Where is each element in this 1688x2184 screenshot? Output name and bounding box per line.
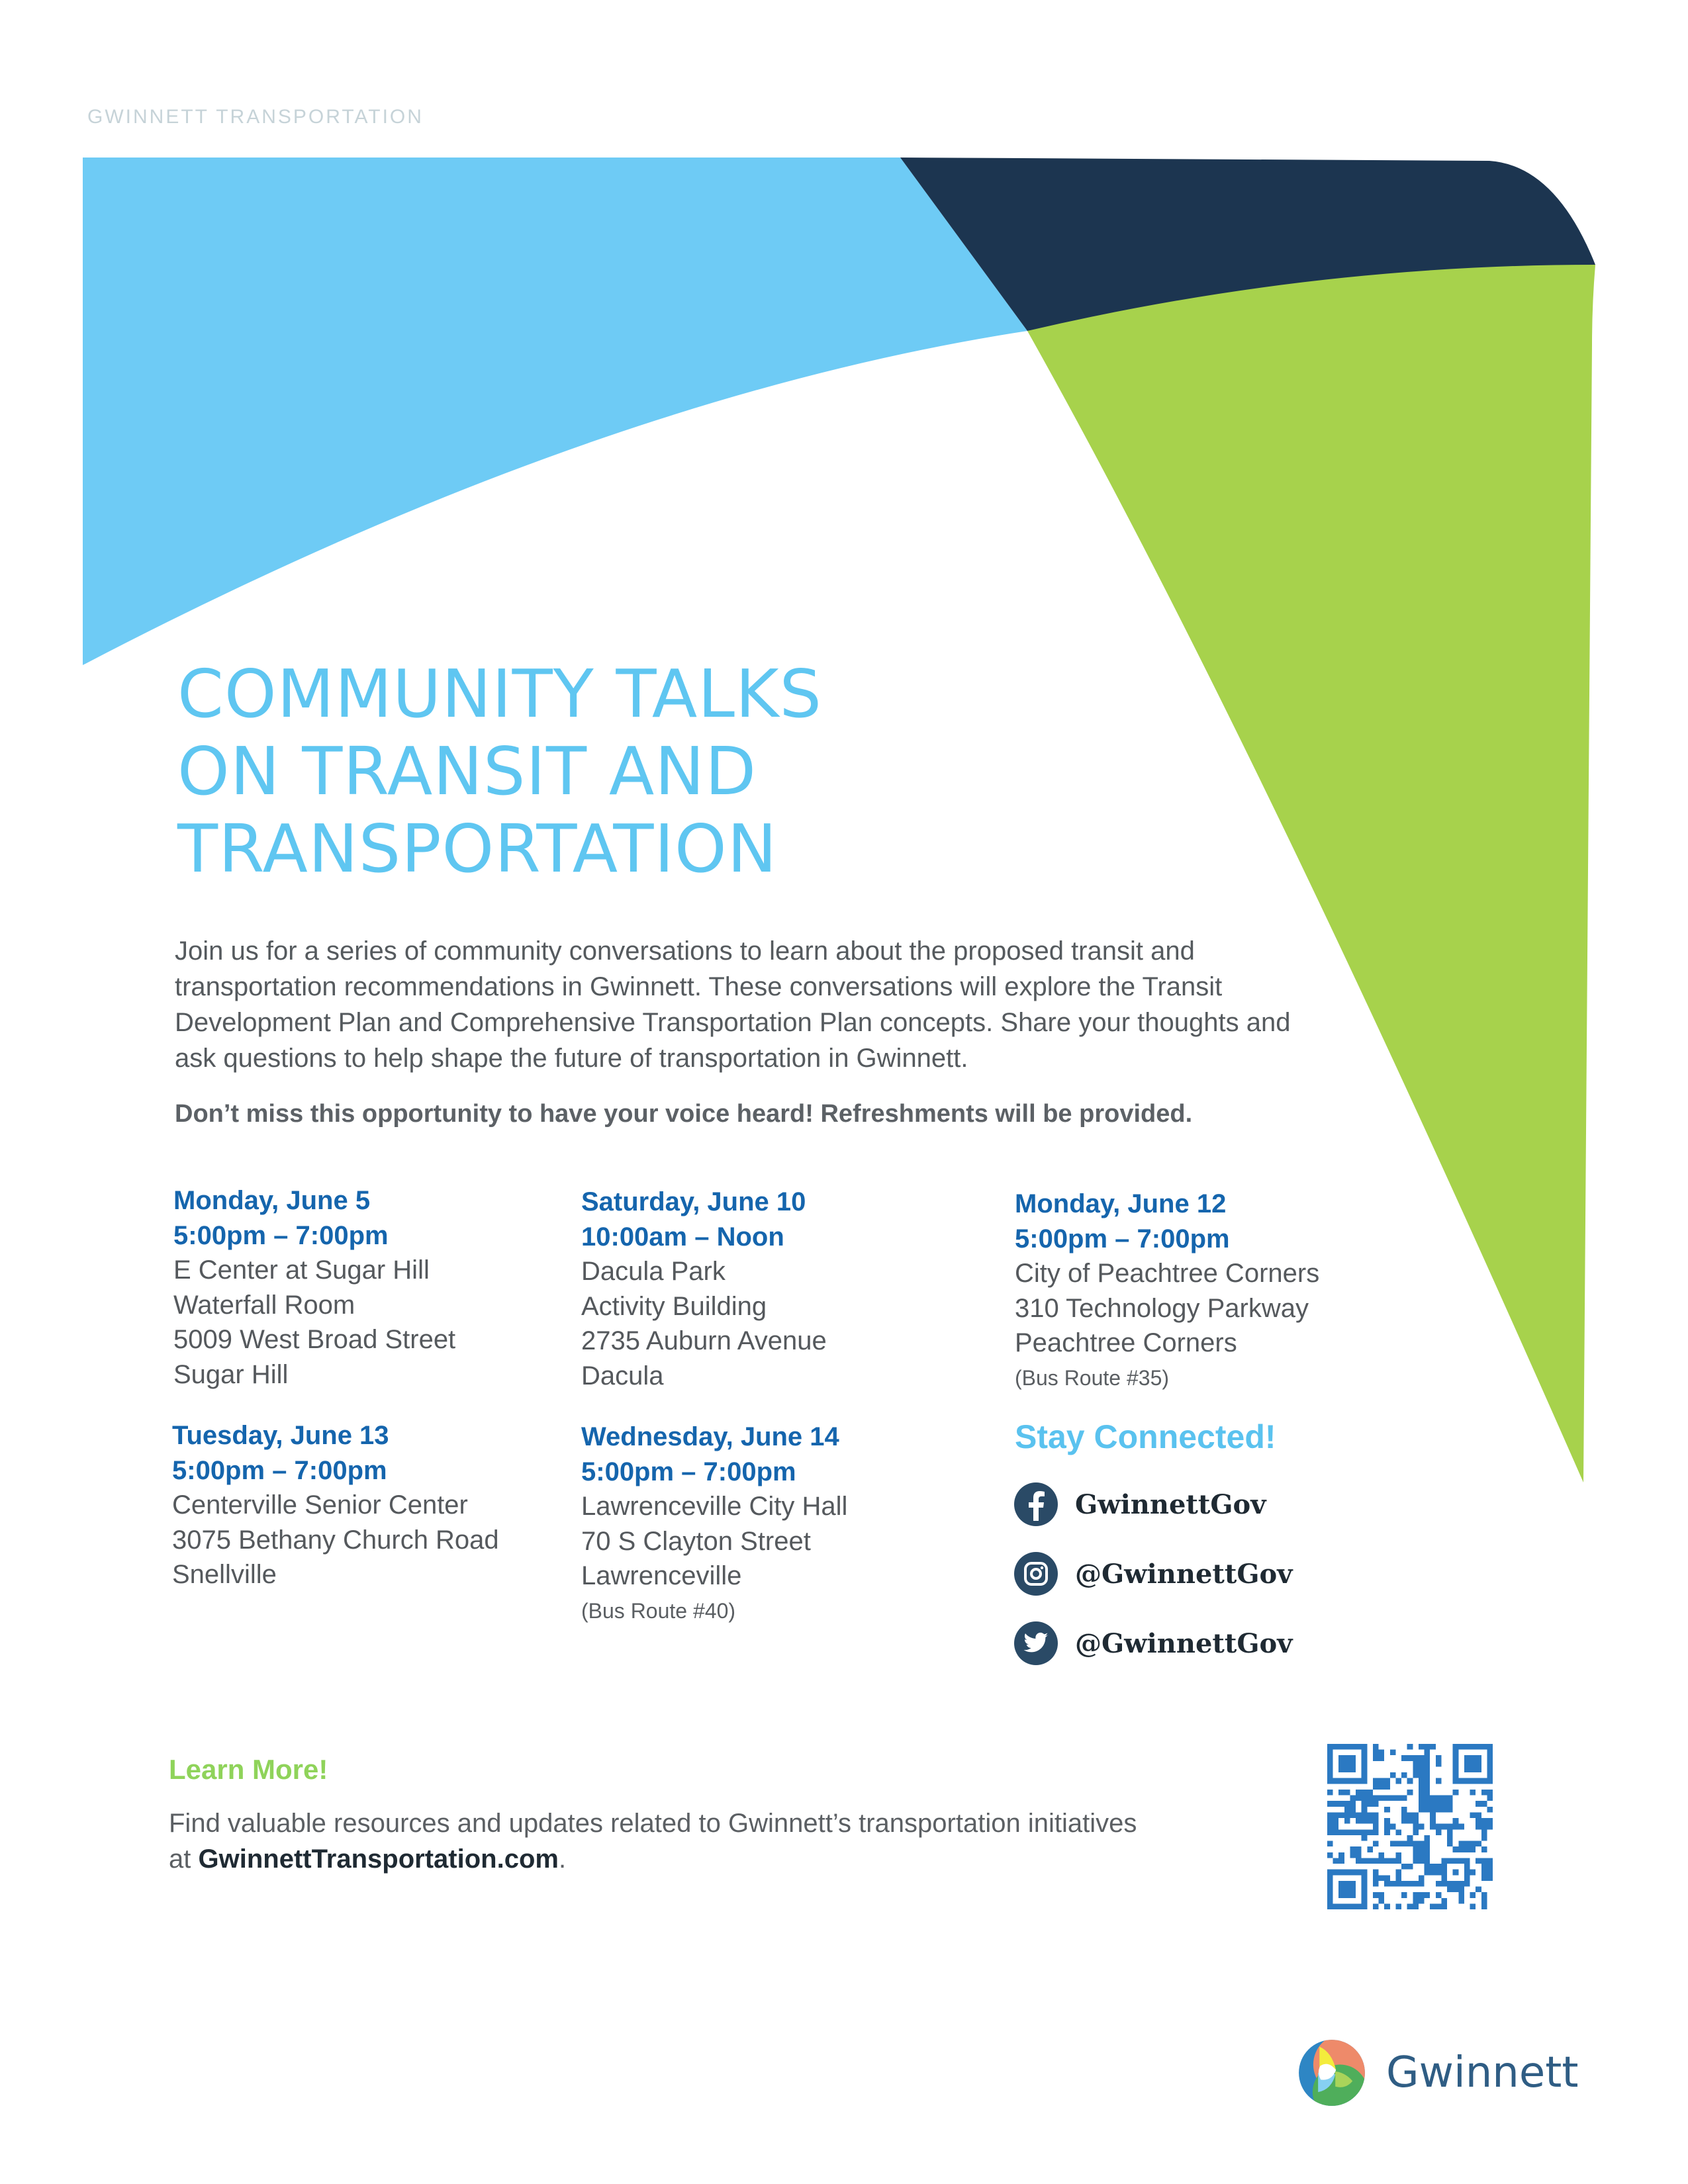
event-address: 3075 Bethany Church Road xyxy=(172,1525,499,1555)
event-address: 70 S Clayton Street xyxy=(581,1526,811,1556)
event-day: Monday, June 5 xyxy=(173,1186,371,1215)
event-address: 310 Technology Parkway xyxy=(1015,1293,1309,1323)
gwinnett-logo-icon xyxy=(1297,2038,1366,2107)
title-line: COMMUNITY TALKS xyxy=(177,655,823,733)
event-day: Tuesday, June 13 xyxy=(172,1421,389,1450)
event-day: Saturday, June 10 xyxy=(581,1187,806,1216)
event-building: Activity Building xyxy=(581,1291,767,1321)
intro-paragraph: Join us for a series of community conversations to learn about the proposed transit and transportation recommendations in Gwinnett. These conversations will explore the Transit Development Plan and Comprehensive Transportation Plan concepts. Share your thoughts and ask questions to help shape the future of transportation in Gwinnett. xyxy=(175,936,1291,1073)
event-location: City of Peachtree Corners xyxy=(1015,1259,1320,1288)
event-location: E Center at Sugar Hill xyxy=(173,1255,430,1285)
callout-text: Don’t miss this opportunity to have your voice heard! Refreshments will be provided. xyxy=(175,1100,1193,1128)
event-card xyxy=(1015,1187,1319,1395)
event-time: 10:00am – Noon xyxy=(581,1222,784,1251)
event-time: 5:00pm – 7:00pm xyxy=(581,1457,796,1486)
social-instagram[interactable] xyxy=(1014,1552,1292,1596)
page-title xyxy=(177,655,822,887)
title-line: ON TRANSIT AND xyxy=(177,733,757,810)
learn-more-period: . xyxy=(558,1844,567,1874)
event-card xyxy=(173,1183,455,1392)
header-label: GWINNETT TRANSPORTATION xyxy=(87,106,424,128)
event-day: Monday, June 12 xyxy=(1015,1189,1227,1218)
event-city: Dacula xyxy=(581,1361,664,1390)
event-address: 5009 West Broad Street xyxy=(173,1325,456,1354)
event-room: Waterfall Room xyxy=(173,1290,355,1320)
event-address: 2735 Auburn Avenue xyxy=(581,1326,827,1355)
facebook-handle: GwinnettGov xyxy=(1075,1488,1266,1520)
event-location: Lawrenceville City Hall xyxy=(581,1492,848,1521)
qr-code-icon[interactable] xyxy=(1327,1744,1493,1909)
stay-connected-heading: Stay Connected! xyxy=(1015,1418,1276,1455)
event-city: Sugar Hill xyxy=(173,1359,289,1389)
event-location: Centerville Senior Center xyxy=(172,1490,468,1520)
title-line: TRANSPORTATION xyxy=(177,810,778,887)
event-city: Peachtree Corners xyxy=(1015,1328,1237,1357)
event-card xyxy=(581,1185,827,1393)
social-facebook[interactable] xyxy=(1014,1482,1266,1526)
event-city: Lawrenceville xyxy=(581,1561,742,1590)
learn-more-text xyxy=(169,1805,1162,1877)
event-city: Snellville xyxy=(172,1560,277,1589)
event-day: Wednesday, June 14 xyxy=(581,1422,839,1451)
event-bus-route: (Bus Route #40) xyxy=(581,1598,736,1623)
event-time: 5:00pm – 7:00pm xyxy=(173,1220,389,1250)
event-location: Dacula Park xyxy=(581,1257,726,1286)
learn-more-heading: Learn More! xyxy=(169,1754,328,1785)
social-twitter[interactable] xyxy=(1014,1621,1292,1665)
event-bus-route: (Bus Route #35) xyxy=(1015,1365,1170,1390)
event-card xyxy=(172,1418,499,1592)
instagram-icon xyxy=(1014,1552,1058,1596)
twitter-icon xyxy=(1014,1621,1058,1665)
light-blue-shape xyxy=(83,158,1027,665)
twitter-handle: @GwinnettGov xyxy=(1075,1627,1293,1659)
learn-more-body: Find valuable resources and updates related to Gwinnett’s transportation initiatives at xyxy=(169,1809,1137,1874)
website-link[interactable]: GwinnettTransportation.com xyxy=(198,1844,559,1874)
facebook-icon xyxy=(1014,1482,1058,1526)
logo-wordmark: Gwinnett xyxy=(1386,2048,1579,2097)
event-card xyxy=(581,1420,847,1628)
gwinnett-logo xyxy=(1297,2038,1578,2107)
event-time: 5:00pm – 7:00pm xyxy=(1015,1224,1230,1253)
instagram-handle: @GwinnettGov xyxy=(1075,1558,1293,1590)
event-time: 5:00pm – 7:00pm xyxy=(172,1455,387,1485)
